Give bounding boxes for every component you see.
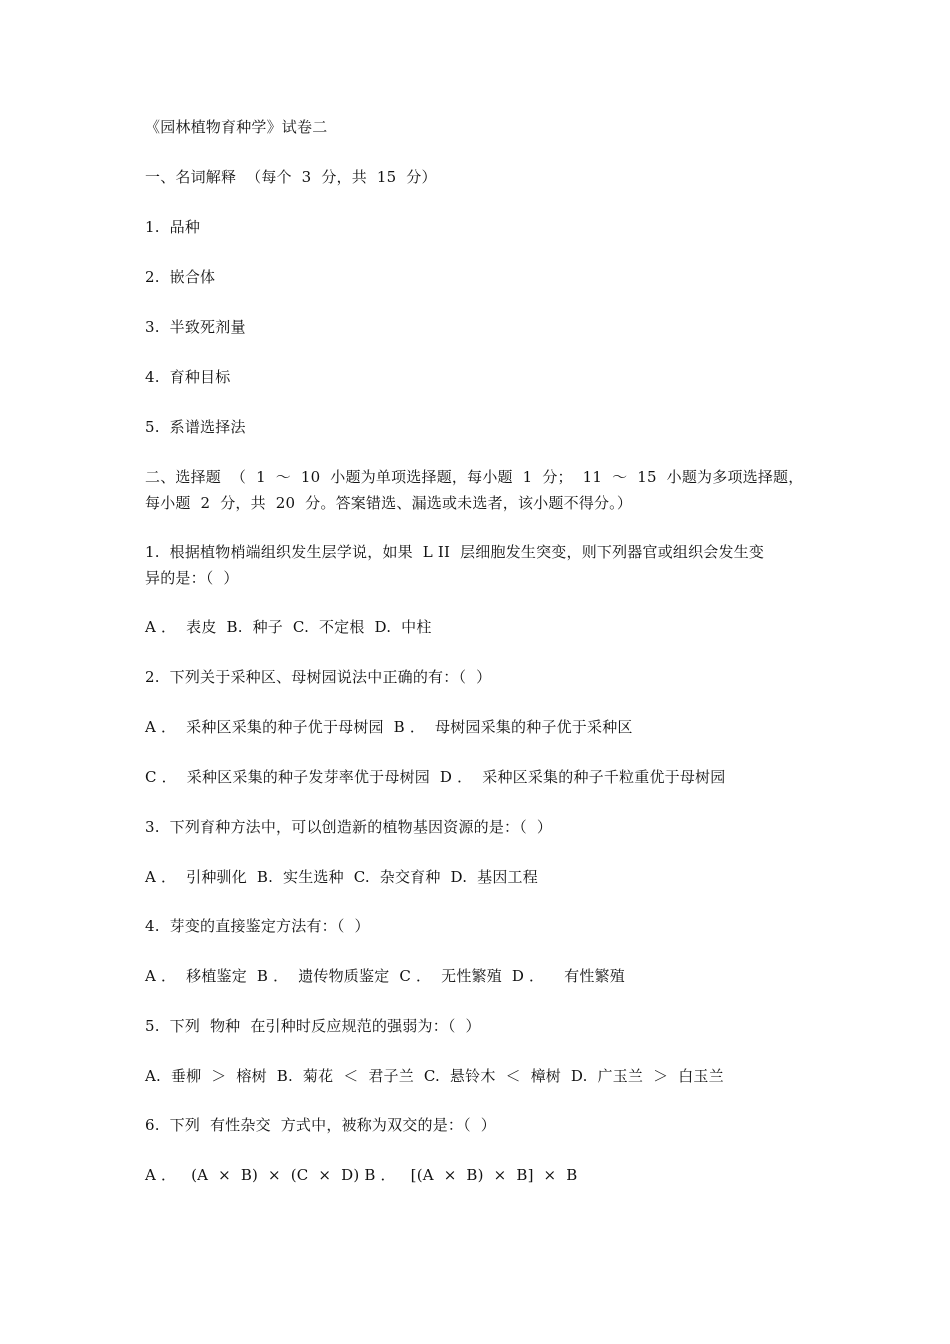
section2-heading-line2: 每小题 2 分，共 20 分。答案错选、漏选或未选者，该小题不得分。） bbox=[145, 494, 633, 512]
section2-heading-line1: 二、选择题 （ 1 ～ 10 小题为单项选择题，每小题 1 分； 11 ～ 15 小题为多项选择题， bbox=[145, 468, 804, 486]
question-1-line2: 异的是：（ ） bbox=[145, 569, 239, 587]
exam-title: 《园林植物育种学》试卷二 bbox=[145, 118, 328, 136]
question-5-options: A. 垂柳 ＞ 榕树 B. 菊花 ＜ 君子兰 C. 悬铃木 ＜ 樟树 D. 广玉兰 ＞ 白玉兰 bbox=[145, 1067, 724, 1085]
question-4: 4. 芽变的直接鉴定方法有：（ ） bbox=[145, 917, 370, 935]
question-3: 3. 下列育种方法中，可以创造新的植物基因资源的是：（ ） bbox=[145, 818, 553, 836]
question-6-options: A ． (A × B) × (C × D) B ． [(A × B) × B] × B bbox=[145, 1166, 578, 1184]
question-5: 5. 下列 物种 在引种时反应规范的强弱为：（ ） bbox=[145, 1017, 481, 1035]
question-6: 6. 下列 有性杂交 方式中，被称为双交的是：（ ） bbox=[145, 1116, 496, 1134]
question-2-options-cd: C ． 采种区采集的种子发芽率优于母树园 D ． 采种区采集的种子千粒重优于母树园 bbox=[145, 768, 726, 786]
term-item-2: 2. 嵌合体 bbox=[145, 268, 216, 286]
section1-heading: 一、名词解释 （每个 3 分，共 15 分） bbox=[145, 168, 437, 186]
question-4-options: A ． 移植鉴定 B ． 遗传物质鉴定 C ． 无性繁殖 D ． 有性繁殖 bbox=[145, 967, 625, 985]
question-1-options: A ． 表皮 B. 种子 C. 不定根 D. 中柱 bbox=[145, 618, 432, 636]
question-2: 2. 下列关于采种区、母树园说法中正确的有：（ ） bbox=[145, 668, 492, 686]
term-item-3: 3. 半致死剂量 bbox=[145, 318, 246, 336]
question-1-line1: 1. 根据植物梢端组织发生层学说，如果 L II 层细胞发生突变，则下列器官或组织会发生变 bbox=[145, 543, 765, 561]
question-3-options: A ． 引种驯化 B. 实生选种 C. 杂交育种 D. 基因工程 bbox=[145, 868, 538, 886]
question-2-options-ab: A ． 采种区采集的种子优于母树园 B ． 母树园采集的种子优于采种区 bbox=[145, 718, 633, 736]
term-item-1: 1. 品种 bbox=[145, 218, 201, 236]
term-item-4: 4. 育种目标 bbox=[145, 368, 231, 386]
term-item-5: 5. 系谱选择法 bbox=[145, 418, 246, 436]
